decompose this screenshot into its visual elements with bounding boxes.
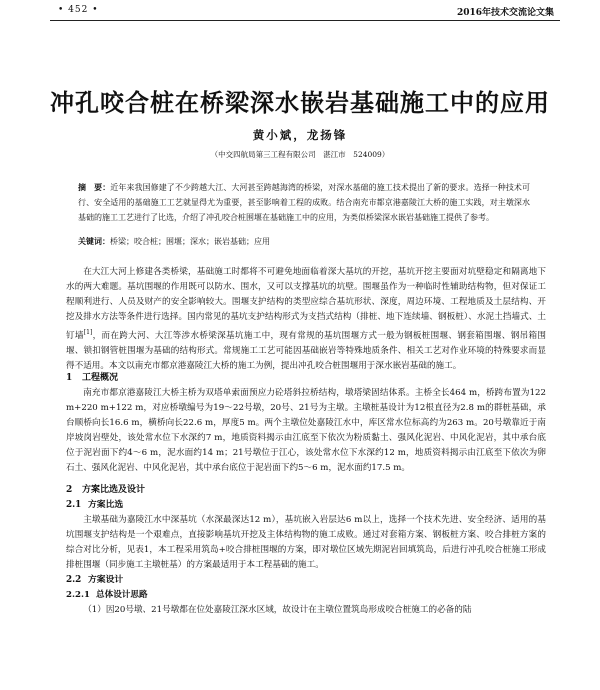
paper-affiliation: （中交四航局第三工程有限公司 湛江市 524009） [210,150,390,159]
page-number: • 452 • [58,5,99,15]
section-2-1-paragraph: 主墩基础为嘉陵江水中深基坑（水深最深达12 m），基坑嵌入岩层达6 m以上，选择一个技术先进、安全经济、适用的基坑围堰支护结构是一个艰难点，直接影响基坑开挖及主体结构物的施工成败。通过对套箱方案、钢板桩方案、咬合排桩方案的综合对比分析，见表1，本工程采用筑岛+咬合排桩围堰的方案，即对墩位区域先期泥岩回填筑岛，后进行冲孔咬合桩施工形成排桩围堰（同步施工主墩桩基）的方案最适用于本工程基础的施工。 [66,515,546,570]
keywords [78,236,530,247]
abstract [78,180,530,225]
keywords-text: 桥梁；咬合桩；围堰；深水；嵌岩基础；应用 [110,237,270,246]
abstract-label: 摘 要： [78,182,111,192]
section-2-1-number: 2.1 [66,500,82,510]
section-2-number: 2 [66,485,73,495]
running-header [0,0,600,20]
section-2-1-title: 方案比选 [88,500,124,510]
section-2-2-number: 2.2 [66,575,82,585]
section-1-paragraph: 南充市都京港嘉陵江大桥主桥为双塔单索面预应力砼塔斜拉桥结构，墩塔梁固结体系。主桥全长464 m，桥跨布置为122 m+220 m+122 m，对应桥墩编号为19～22号墩，20号、21号为主墩。主墩桩基设计为12根直径为2.8 m的群桩基础，承台顺桥向长16.6 m，横桥向长22.6 m，厚度5 m。两个主墩位处嘉陵江水中，库区常水位标高约为263 m。20号墩靠近于南岸坡岗岩壁处，该处常水位下水深约7 m，地质资料揭示由江底至下依次为粉质黏土、强风化泥岩、中风化泥岩，其中承台底位于泥岩面下约4～6 m，泥水面约14 m；21号墩位于江心，该处常水位下水深约12 m，地质资料揭示由江底至下依次为卵石土、强风化泥岩、中风化泥岩，其中承台底位于泥岩面下约5～6 m，泥水面约17.5 m。 [66,388,546,473]
abstract-text: 近年来我国修建了不少跨越大江、大河甚至跨越海湾的桥梁，对深水基础的施工技术提出了新的要求。选择一种技术可行、安全适用的基础施工工艺就显得尤为重要，甚至影响着工程的成败。结合南充市都京港嘉陵江大桥的施工实践，对主墩深水基础的施工工艺进行了比选，介绍了冲孔咬合桩围堰在基础施工中的应用，为类似桥梁深水嵌岩基础施工提供了参考。 [78,183,531,222]
citation-ref: [1] [83,329,93,336]
section-2-heading [66,483,546,498]
section-2-2-1-number: 2.2.1 [66,590,90,600]
section-2-2-title: 方案设计 [88,575,124,585]
section-2-2-1-paragraph: （1）因20号墩、21号墩都在位处嘉陵江深水区域，故设计在主墩位置筑岛形成咬合桩施工的必备的陆 [83,605,472,615]
section-1 [66,371,546,476]
header-rule [50,20,560,21]
section-1-number: 1 [66,373,73,383]
section-1-title: 工程概况 [82,373,119,383]
section-2-2-heading [66,573,546,588]
section-1-heading [66,371,546,386]
paper-authors: 黄小斌，龙扬锋 [252,128,348,142]
introduction [66,265,546,374]
intro-paragraph [66,265,546,374]
section-2 [66,483,546,618]
section-2-title: 方案比选及设计 [82,485,146,495]
section-2-1-heading [66,498,546,513]
paper-title: 冲孔咬合桩在桥梁深水嵌岩基础施工中的应用 [50,88,550,117]
intro-text-2: ，而在跨大河、大江等涉水桥梁深基坑施工中，现有常规的基坑围堰方式一般为钢板桩围堰、钢套箱围堰、钢吊箱围堰、锁扣钢管桩围堰为基础的结构形式。常规施工工艺可能因基础嵌岩等特殊地质条件、相关工艺对作业环境的特殊要求而显得不适用。本文以南充市都京港嘉陵江大桥的施工为例，提出冲孔咬合桩围堰用于深水嵌岩基础的施工。 [66,330,546,371]
intro-text: 在大江大河上修建各类桥梁，基础施工时都将不可避免地面临着深大基坑的开挖，基坑开挖主要面对坑壁稳定和隔离地下水的两大难题。基坑围堰的作用既可以防水、围水，又可以支撑基坑的坑壁。围堰虽作为一种临时性辅助结构物，但对保证工程顺利进行、人员及财产的安全影响较大。围堰支护结构的类型应综合基坑形状、深度，周边环境、工程地质及土层结构、开挖及排水方法等条件进行选择。国内常见的基坑支护结构形式为支挡式结构（排桩、地下连续墙、钢板桩）、水泥土挡墙式、土钉墙 [66,267,546,341]
keywords-label: 关键词： [78,236,110,246]
section-2-2-1-heading [66,588,546,603]
section-2-2-1-title: 总体设计思路 [96,590,148,600]
journal-name: 2016年技术交流论文集 [456,8,554,18]
